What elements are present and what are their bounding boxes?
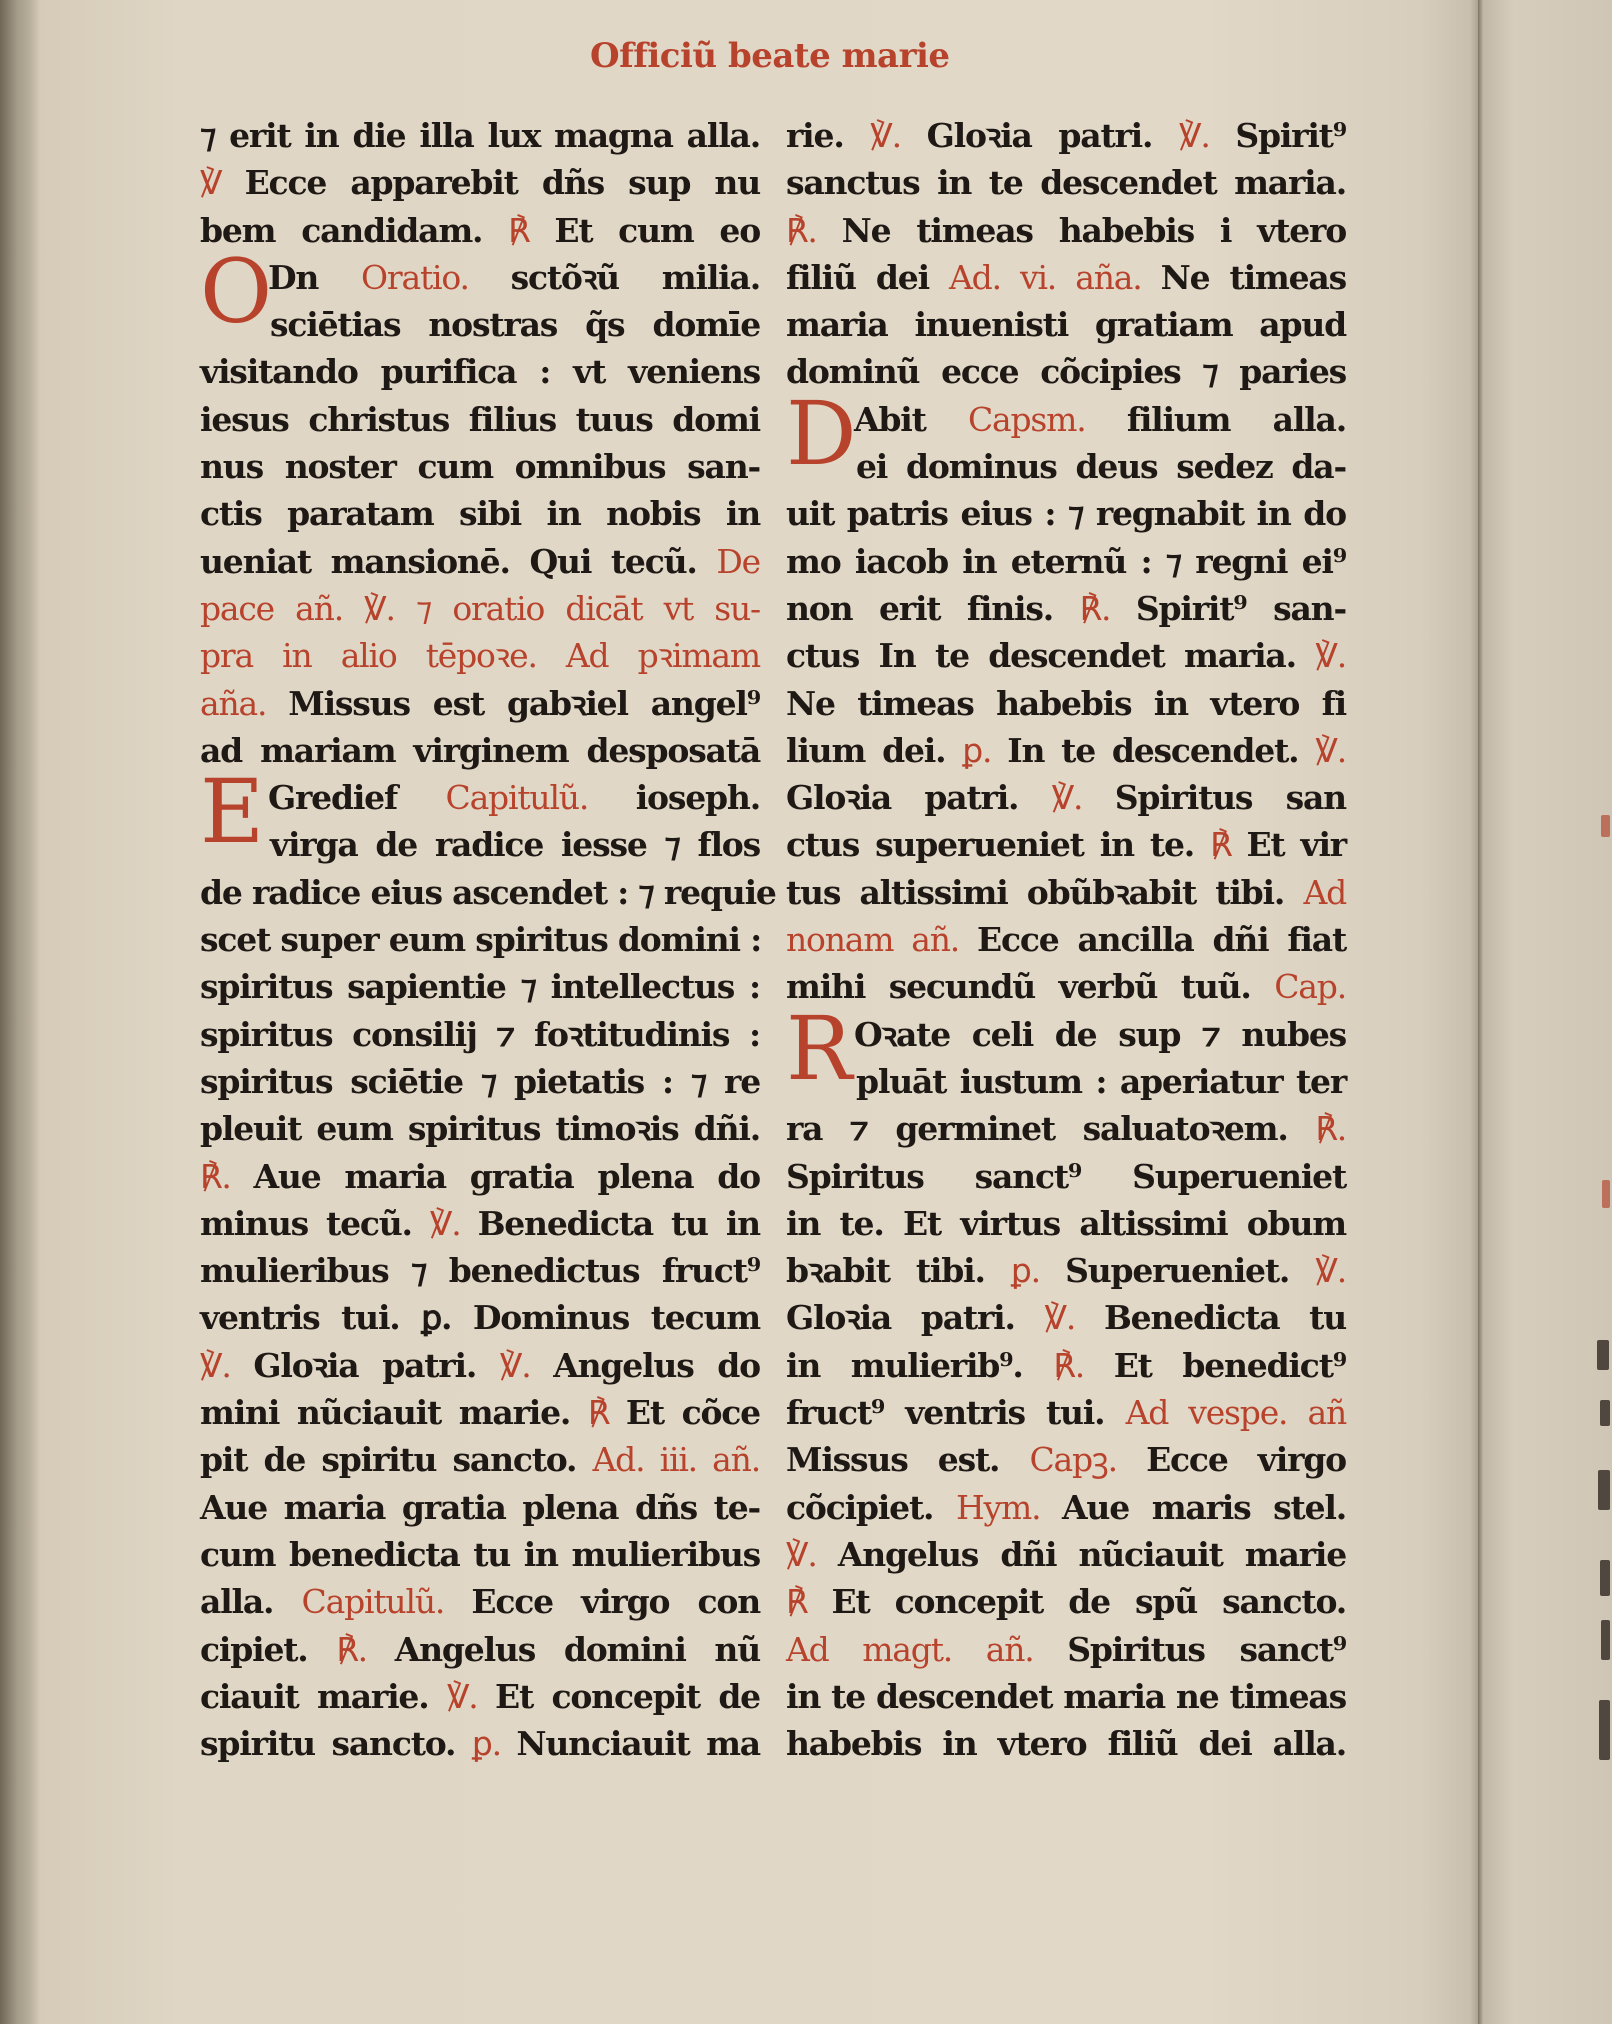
text-line	[200, 916, 760, 963]
rubric-text: ℣.	[1315, 1251, 1346, 1291]
rubric-text: pra in alio tēpoꝛe. Ad pꝛimam	[200, 636, 760, 676]
rubric-text: Ad. iii. añ.	[592, 1440, 760, 1480]
initial-capital: E	[200, 760, 264, 864]
rubric-text: ℣.	[1044, 1298, 1104, 1338]
rubric-text: Hym.	[955, 1487, 1063, 1527]
text-line	[786, 1673, 1346, 1720]
rubric-text: ℣.	[1315, 730, 1346, 770]
line-text: iesus christus filius tuus domi	[200, 399, 760, 439]
line-text: ciauit marie.	[200, 1676, 447, 1716]
text-line	[786, 443, 1346, 490]
ink-bleed-mark	[1601, 815, 1610, 837]
line-text: ctus superueniet in te.	[786, 825, 1211, 865]
line-text: habebis in vtero filiũ dei alla.	[786, 1724, 1346, 1764]
line-text: Aue maria gratia plena do	[253, 1156, 760, 1196]
line-text: spiritus sapientie ⁊ intellectus :	[200, 967, 760, 1007]
line-text: ioseph.	[635, 778, 760, 818]
line-text: Abit	[854, 399, 968, 439]
rubric-text: ℟.	[1315, 1109, 1346, 1149]
text-line	[786, 207, 1346, 254]
line-text: Oꝛate celi de sup ⁊ nubes	[854, 1014, 1346, 1054]
line-text: ra ⁊ germinet saluatoꝛem.	[786, 1109, 1316, 1149]
text-line	[200, 1011, 760, 1058]
text-line	[200, 963, 760, 1010]
line-text: pluāt iustum : aperiatur ter	[856, 1061, 1346, 1101]
ink-bleed-mark	[1600, 1400, 1610, 1426]
line-text: Angelus domini nũ	[394, 1629, 761, 1669]
line-text: ctus In te descendet maria.	[786, 636, 1316, 676]
line-text: dominũ ecce cõcipies ⁊ paries	[786, 352, 1346, 392]
line-text: virga de radice iesse ⁊ flos	[270, 825, 760, 865]
text-line	[200, 207, 760, 254]
rubric-text: ℟	[786, 1582, 832, 1622]
line-text: bem candidam.	[200, 210, 509, 250]
rubric-text: ℣.	[1315, 636, 1346, 676]
rubric-text: ℟.	[336, 1629, 395, 1669]
line-text: alla.	[200, 1582, 302, 1622]
line-text: pit de spiritu sancto.	[200, 1440, 593, 1480]
ink-bleed-mark	[1601, 1620, 1610, 1660]
rubric-text: Ad vespe. añ	[1125, 1393, 1347, 1433]
text-line	[786, 585, 1346, 632]
text-line	[786, 916, 1346, 963]
rubric-text: ℣.	[786, 1534, 838, 1574]
text-line	[200, 1578, 760, 1625]
line-text: Gredief	[268, 778, 446, 818]
line-text: ⁊ erit in die illa lux magna alla.	[200, 116, 760, 155]
line-text: Nunciauit ma	[516, 1724, 760, 1764]
text-line	[786, 1484, 1346, 1531]
line-text: Aue maris stel.	[1062, 1487, 1347, 1527]
text-line	[786, 1626, 1346, 1673]
text-line	[200, 585, 760, 632]
line-text: fruct⁹ ventris tui.	[786, 1393, 1126, 1433]
rubric-text: ꝑ.	[471, 1724, 517, 1764]
text-line	[200, 727, 760, 774]
rubric-text: nonam añ.	[786, 920, 978, 960]
text-line	[200, 1720, 760, 1767]
ink-bleed-mark	[1598, 1470, 1610, 1510]
text-line	[786, 727, 1346, 774]
text-column-right	[786, 112, 1346, 1767]
text-line	[786, 1247, 1346, 1294]
line-text: ctis paratam sibi in nobis in	[200, 494, 760, 534]
ink-bleed-mark	[1600, 1560, 1610, 1596]
initial-capital: D	[786, 381, 856, 485]
rubric-text: ℣.	[499, 1345, 554, 1385]
line-text: de radice eius ascendet : ⁊ requie	[200, 872, 776, 912]
text-line	[200, 1294, 760, 1341]
text-line	[786, 1531, 1346, 1578]
rubric-text: ℟.	[1053, 1345, 1114, 1385]
line-text: lium dei.	[786, 730, 963, 770]
line-text: in mulierib⁹.	[786, 1345, 1054, 1385]
rubric-text: ℣.	[870, 116, 927, 155]
binding-gutter	[0, 0, 40, 2024]
line-text: sciētias nostras q̃s domīe	[270, 305, 760, 345]
line-text: ventris tui. ꝑ. Dominus tecum	[200, 1298, 760, 1338]
line-text: Et cõce	[625, 1393, 760, 1433]
text-line	[786, 112, 1346, 159]
text-line	[786, 490, 1346, 537]
text-line	[200, 1153, 760, 1200]
line-text: ad mariam virginem desposatā	[200, 730, 760, 770]
text-line	[200, 112, 760, 159]
rubric-text: Ad. vi. aña.	[949, 257, 1161, 297]
text-line	[786, 348, 1346, 395]
line-text: rie.	[786, 116, 871, 155]
line-text: Missus est gabꝛiel angel⁹	[288, 683, 760, 723]
text-line	[786, 159, 1346, 206]
line-text: Et concepit de	[495, 1676, 760, 1716]
line-text: Aue maria gratia plena dñs te-	[200, 1487, 760, 1527]
line-text: Ne timeas	[1160, 257, 1346, 297]
line-text: uit patris eius : ⁊ regnabit in do	[786, 494, 1346, 534]
line-text: Benedicta tu in	[477, 1203, 760, 1243]
ink-bleed-mark	[1597, 1340, 1609, 1370]
text-line	[786, 680, 1346, 727]
line-text: sanctus in te descendet maria.	[786, 163, 1346, 203]
line-text: spiritus consilij ⁊ foꝛtitudinis :	[200, 1014, 760, 1054]
text-line	[200, 301, 760, 348]
line-text: Et concepit de spũ sancto.	[831, 1582, 1346, 1622]
text-line	[200, 1673, 760, 1720]
line-text: Ecce ancilla dñi fiat	[977, 920, 1346, 960]
line-text: Spiritus sanct⁹	[1067, 1629, 1346, 1669]
text-line	[786, 821, 1346, 868]
line-text: spiritus sciētie ⁊ pietatis : ⁊ re	[200, 1061, 760, 1101]
text-line	[200, 821, 760, 868]
line-text: Benedicta tu	[1103, 1298, 1346, 1338]
text-line	[786, 1200, 1346, 1247]
line-text: Missus est.	[786, 1440, 1030, 1480]
line-text: Gloꝛia patri.	[786, 778, 1052, 818]
facing-page-edge	[1484, 0, 1612, 2024]
text-line	[200, 348, 760, 395]
line-text: maria inuenisti gratiam apud	[786, 305, 1346, 345]
text-line	[200, 1342, 760, 1389]
line-text: Ecce virgo	[1146, 1440, 1346, 1480]
rubric-text: Cap.	[1274, 967, 1346, 1007]
rubric-text: Capitulũ.	[301, 1582, 472, 1622]
line-text: cõcipiet.	[786, 1487, 956, 1527]
line-text: ei dominus deus sedez da-	[856, 447, 1346, 487]
text-line	[200, 1531, 760, 1578]
text-line	[200, 1389, 760, 1436]
rubric-text: ℣.	[446, 1676, 496, 1716]
text-column-left	[200, 112, 776, 1767]
rubric-text: ℟.	[1079, 588, 1136, 628]
line-text: visitando purifica : vt veniens	[200, 352, 760, 392]
text-line	[786, 1294, 1346, 1341]
rubric-text: ℣.	[1178, 116, 1236, 155]
line-text: scet super eum spiritus domini :	[200, 920, 762, 960]
text-line	[786, 1105, 1346, 1152]
rubric-text: ꝑ.	[962, 730, 1008, 770]
line-text: pleuit eum spiritus timoꝛis dñi.	[200, 1109, 760, 1149]
text-line	[786, 301, 1346, 348]
line-text: Spirit⁹ san-	[1135, 588, 1346, 628]
rubric-text: De	[716, 541, 760, 581]
text-line	[200, 443, 760, 490]
rubric-text: ℣	[200, 163, 245, 203]
line-text: Angelus do	[553, 1345, 760, 1385]
text-line	[200, 1436, 760, 1483]
line-text: Ne timeas habebis i vtero	[841, 210, 1346, 250]
text-line	[786, 1436, 1346, 1483]
line-text: Angelus dñi nũciauit marie	[837, 1534, 1346, 1574]
line-text: Et vir	[1246, 825, 1346, 865]
line-text: Et benedict⁹	[1113, 1345, 1346, 1385]
line-text: filiũ dei	[786, 257, 950, 297]
rubric-text: Oratio.	[361, 257, 511, 297]
line-text: tus altissimi obũbꝛabit tibi.	[786, 872, 1304, 912]
line-text: in te. Et virtus altissimi obum	[786, 1203, 1346, 1243]
text-line	[200, 1247, 760, 1294]
rubric-text: ℣.	[429, 1203, 478, 1243]
text-line	[786, 1578, 1346, 1625]
line-text: non erit finis.	[786, 588, 1080, 628]
text-line	[200, 1105, 760, 1152]
text-line	[786, 963, 1346, 1010]
text-line	[200, 396, 760, 443]
rubric-text: ℟	[587, 1393, 626, 1433]
line-text: ueniat mansionē. Qui tecũ.	[200, 541, 717, 581]
initial-capital: R	[786, 996, 852, 1100]
rubric-text: Ad	[1303, 872, 1346, 912]
rubric-text: Capitulũ.	[445, 778, 636, 818]
line-text: Spiritus san	[1114, 778, 1346, 818]
text-line	[786, 1720, 1346, 1767]
text-line	[786, 254, 1346, 301]
line-text: Gloꝛia patri.	[786, 1298, 1045, 1338]
ink-bleed-mark	[1599, 1700, 1610, 1760]
line-text: in te descendet maria ne timeas	[786, 1676, 1346, 1716]
text-line	[200, 632, 760, 679]
text-line	[200, 1200, 760, 1247]
rubric-text: ꝑ.	[1010, 1251, 1066, 1291]
rubric-text: ℟.	[200, 1156, 254, 1196]
line-text: filium alla.	[1126, 399, 1346, 439]
rubric-text: Capꝫ.	[1029, 1440, 1147, 1480]
line-text: Ecce apparebit dñs sup nu	[244, 163, 760, 203]
line-text: Gloꝛia patri.	[926, 116, 1179, 155]
text-line	[200, 1058, 760, 1105]
line-text: cipiet.	[200, 1629, 337, 1669]
rubric-text: Ad magt. añ.	[786, 1629, 1068, 1669]
ink-bleed-mark	[1602, 1180, 1610, 1208]
text-line	[786, 632, 1346, 679]
line-text: Dn	[268, 257, 362, 297]
line-text: Gloꝛia patri.	[253, 1345, 500, 1385]
text-line	[786, 1342, 1346, 1389]
line-text: nus noster cum omnibus san-	[200, 447, 760, 487]
text-line	[200, 159, 760, 206]
running-head: Officiũ beate marie	[590, 36, 950, 76]
text-line	[786, 1389, 1346, 1436]
line-text: cum benedicta tu in mulieribus	[200, 1534, 760, 1574]
text-line	[786, 869, 1346, 916]
text-line	[200, 538, 760, 585]
text-line	[200, 1626, 760, 1673]
line-text: Spiritus sanct⁹ Superueniet	[786, 1156, 1346, 1196]
initial-capital: O	[200, 239, 271, 343]
rubric-text: pace añ. ℣. ⁊ oratio dicāt vt su-	[200, 588, 760, 628]
line-text: Spirit⁹	[1235, 116, 1346, 155]
rubric-text: Capsm.	[967, 399, 1127, 439]
text-line	[200, 869, 776, 916]
line-text: minus tecũ.	[200, 1203, 430, 1243]
rubric-text: ℟	[1210, 825, 1247, 865]
line-text: spiritu sancto.	[200, 1724, 472, 1764]
text-line	[786, 1058, 1346, 1105]
rubric-text: ℣.	[1051, 778, 1115, 818]
line-text: mihi secundũ verbũ tuũ.	[786, 967, 1275, 1007]
line-text: Ne timeas habebis in vtero fi	[786, 683, 1346, 723]
text-line	[786, 538, 1346, 585]
line-text: mulieribus ⁊ benedictus fruct⁹	[200, 1251, 760, 1291]
text-line	[200, 680, 760, 727]
rubric-text: ℣.	[200, 1345, 254, 1385]
line-text: Et cum eo	[554, 210, 761, 250]
line-text: sctõꝛũ milia.	[510, 257, 760, 297]
line-text: mo iacob in eternũ : ⁊ regni ei⁹	[786, 541, 1346, 581]
rubric-text: ℟.	[786, 210, 842, 250]
text-line	[786, 1153, 1346, 1200]
line-text: bꝛabit tibi.	[786, 1251, 1011, 1291]
line-text: Superueniet.	[1065, 1251, 1316, 1291]
line-text: In te descendet.	[1007, 730, 1316, 770]
rubric-text: ℟	[508, 210, 555, 250]
line-text: Ecce virgo con	[471, 1582, 761, 1622]
text-line	[200, 1484, 760, 1531]
text-line	[786, 774, 1346, 821]
text-line	[200, 490, 760, 537]
rubric-text: aña.	[200, 683, 289, 723]
line-text: mini nũciauit marie.	[200, 1393, 588, 1433]
